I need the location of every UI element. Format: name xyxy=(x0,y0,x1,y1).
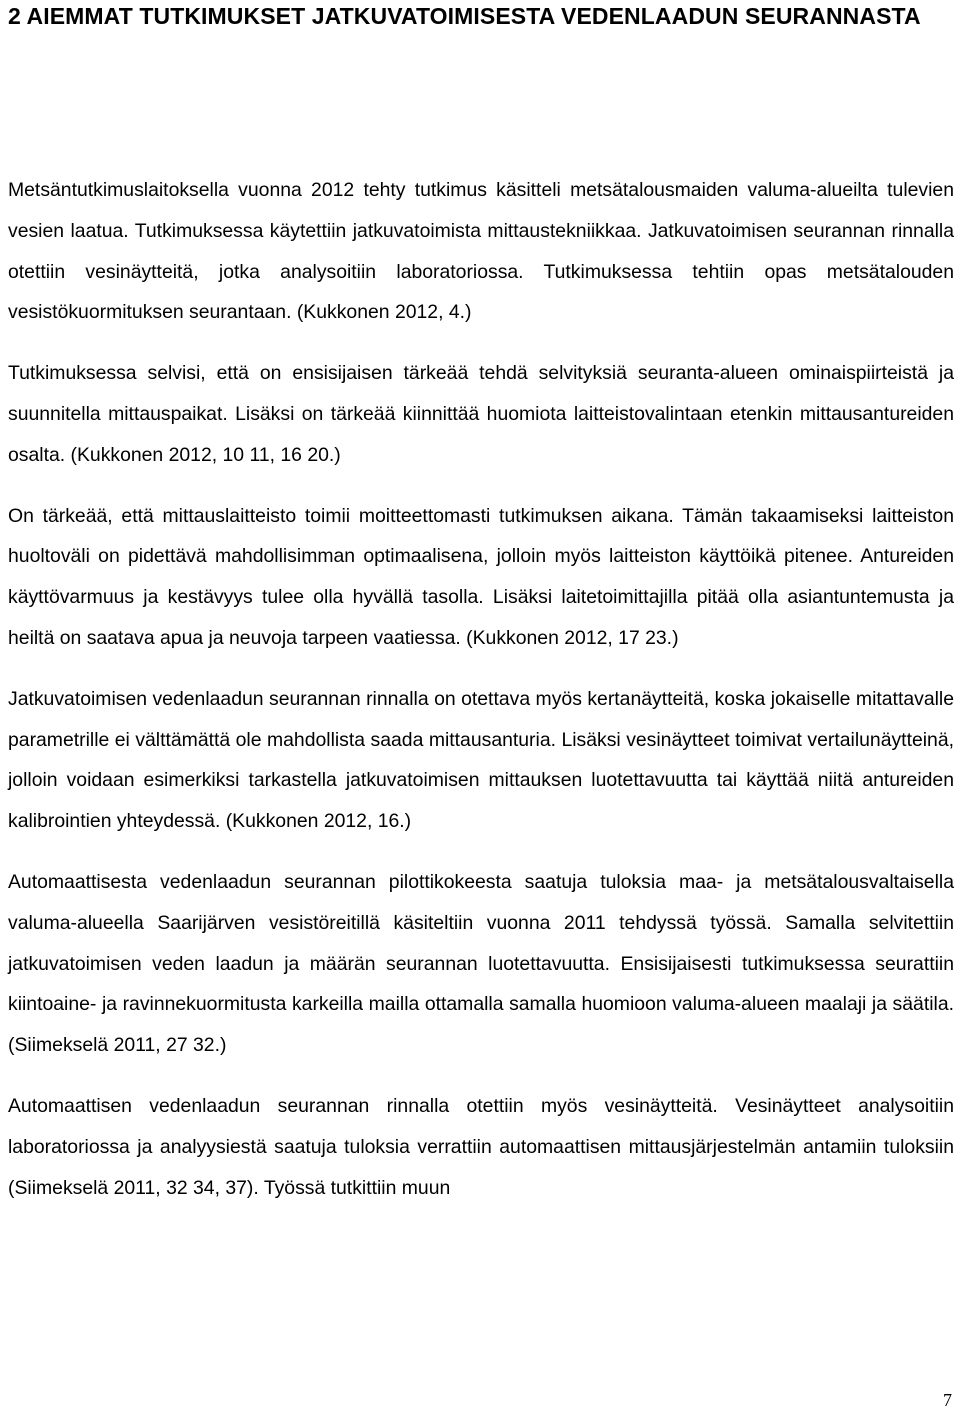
paragraph-2: Tutkimuksessa selvisi, että on ensisijaisen tärkeää tehdä selvityksiä seuranta-alueen ominaispiirteistä ja suunnitella mittauspaikat. Lisäksi on tärkeää kiinnittää huomiota laitteistovalintaan etenkin mittausantureiden osalta. (Kukkonen 2012, 10 11, 16 20.) xyxy=(8,362,954,466)
section-heading: 2 AIEMMAT TUTKIMUKSET JATKUVATOIMISESTA VEDENLAADUN SEURANNASTA xyxy=(8,3,921,29)
paragraph-6: Automaattisen vedenlaadun seurannan rinnalla otettiin myös vesinäytteitä. Vesinäytteet analysoitiin laboratoriossa ja analyysiestä saatuja tuloksia verrattiin automaattisen mittausjärjestelmän antamiin tuloksiin (Siimekselä 2011, 32 34, 37). Työssä tutkittiin muun xyxy=(8,1094,954,1199)
paragraph-5: Automaattisesta vedenlaadun seurannan pilottikokeesta saatuja tuloksia maa- ja metsätalousvaltaisella valuma-alueella Saarijärven vesistöreitillä käsiteltiin vuonna 2011 tehdyssä työssä. Samalla selvitettiin jatkuvatoimisen veden laadun ja määrän seurannan luotettavuutta. Ensisijaisesti tutkimuksessa seurattiin kiintoaine- ja ravinnekuormitusta karkeilla mailla ottamalla samalla huomioon valuma-alueen maalaji ja säätila. (Siimekselä 2011, 27 32.) xyxy=(8,870,954,1057)
page-number: 7 xyxy=(943,1390,952,1410)
document-page xyxy=(8,0,954,1199)
paragraph-1: Metsäntutkimuslaitoksella vuonna 2012 tehty tutkimus käsitteli metsätalousmaiden valuma-alueilta tulevien vesien laatua. Tutkimuksessa käytettiin jatkuvatoimista mittaustekniikkaa. Jatkuvatoimisen seurannan rinnalla otettiin vesinäytteitä, jotka analysoitiin laboratoriossa. Tutkimuksessa tehtiin opas metsätalouden vesistökuormituksen seurantaan. (Kukkonen 2012, 4.) xyxy=(8,179,954,324)
body-text xyxy=(8,170,954,1208)
paragraph-3: On tärkeää, että mittauslaitteisto toimii moitteettomasti tutkimuksen aikana. Tämän takaamiseksi laitteiston huoltoväli on pidettävä mahdollisimman optimaalisena, jolloin myös laitteiston käyttöikä pitenee. Antureiden käyttövarmuus ja kestävyys tulee olla hyvällä tasolla. Lisäksi laitetoimittajilla pitää olla asiantuntemusta ja heiltä on saatava apua ja neuvoja tarpeen vaatiessa. (Kukkonen 2012, 17 23.) xyxy=(8,504,954,649)
paragraph-4: Jatkuvatoimisen vedenlaadun seurannan rinnalla on otettava myös kertanäytteitä, koska jokaiselle mitattavalle parametrille ei välttämättä ole mahdollista saada mittausanturia. Lisäksi vesinäytteet toimivat vertailunäytteinä, jolloin voidaan esimerkiksi tarkastella jatkuvatoimisen mittauksen luotettavuutta tai käyttää niitä antureiden kalibrointien yhteydessä. (Kukkonen 2012, 16.) xyxy=(8,687,954,833)
